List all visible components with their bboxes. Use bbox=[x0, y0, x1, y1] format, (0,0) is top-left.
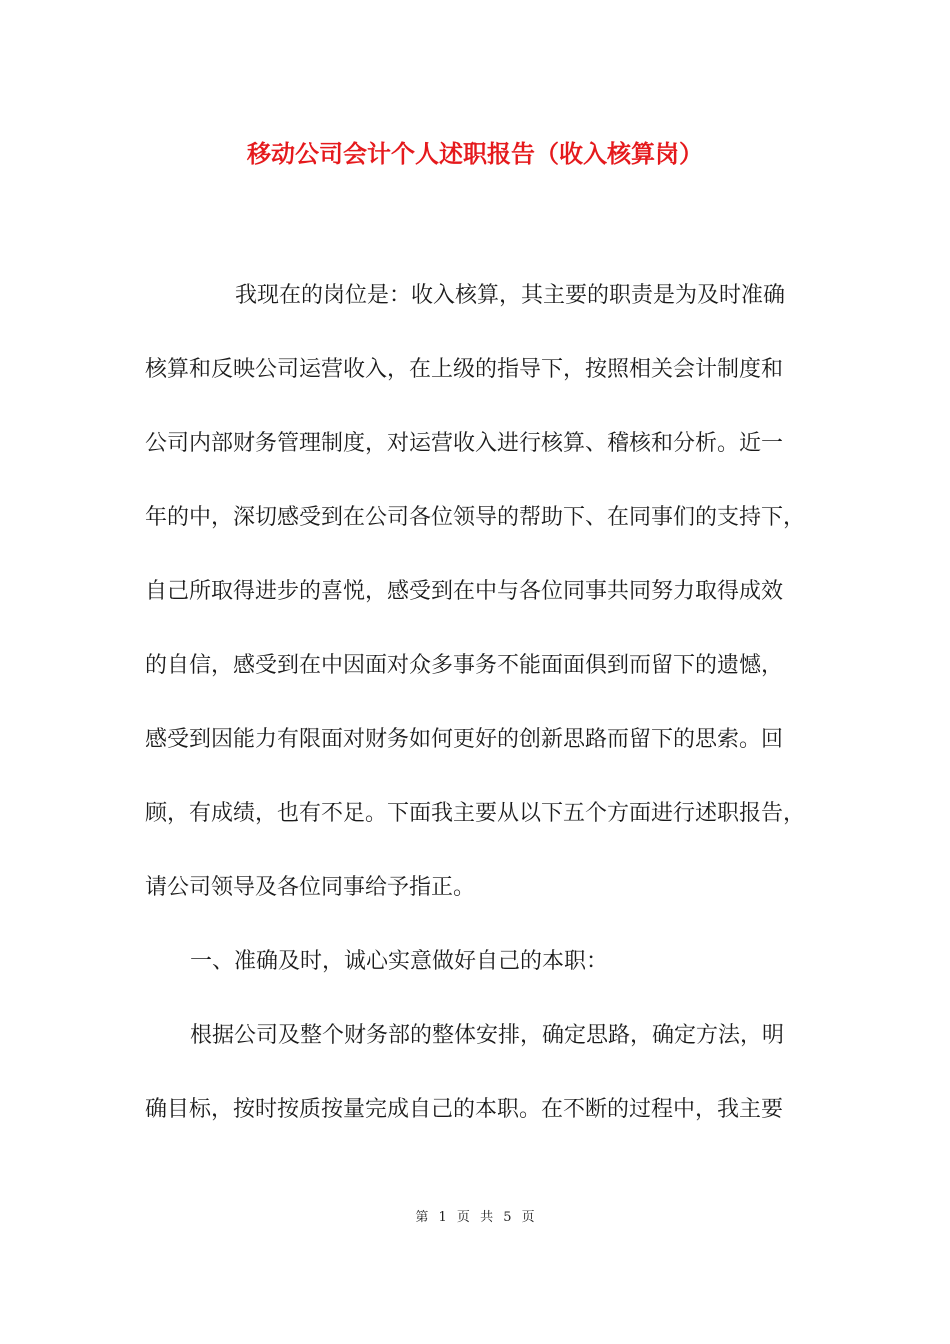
footer-total-pages: 5 bbox=[503, 1210, 512, 1225]
footer-label-total: 共 bbox=[480, 1210, 494, 1225]
body-line-3: 公司内部财务管理制度，对运营收入进行核算、稽核和分析。近一 bbox=[145, 431, 784, 456]
footer-label-page: 第 bbox=[415, 1210, 429, 1225]
footer-label-ye: 页 bbox=[456, 1210, 470, 1225]
body-line-1: 我现在的岗位是：收入核算，其主要的职责是为及时准确 bbox=[235, 283, 786, 308]
body-line-8: 顾，有成绩，也有不足。下面我主要从以下五个方面进行述职报告， bbox=[145, 801, 806, 826]
body-line-6: 的自信，感受到在中因面对众多事务不能面面俱到而留下的遗憾， bbox=[145, 653, 784, 678]
body-line-12: 确目标，按时按质按量完成自己的本职。在不断的过程中，我主要 bbox=[145, 1097, 784, 1122]
body-line-9: 请公司领导及各位同事给予指正。 bbox=[145, 875, 476, 900]
page-footer bbox=[0, 1208, 950, 1228]
section-heading-1: 一、准确及时，诚心实意做好自己的本职： bbox=[190, 949, 609, 974]
body-line-5: 自己所取得进步的喜悦，感受到在中与各位同事共同努力取得成效 bbox=[145, 579, 784, 604]
footer-label-ye2: 页 bbox=[521, 1210, 535, 1225]
body-line-7: 感受到因能力有限面对财务如何更好的创新思路而留下的思索。回 bbox=[145, 727, 784, 752]
body-line-2: 核算和反映公司运营收入，在上级的指导下，按照相关会计制度和 bbox=[145, 357, 784, 382]
body-line-4: 年的中，深切感受到在公司各位领导的帮助下、在同事们的支持下， bbox=[145, 505, 806, 530]
document-title: 移动公司会计个人述职报告（收入核算岗） bbox=[247, 139, 703, 168]
footer-current-page: 1 bbox=[438, 1210, 447, 1225]
body-line-11: 根据公司及整个财务部的整体安排，确定思路，确定方法，明 bbox=[190, 1023, 785, 1048]
